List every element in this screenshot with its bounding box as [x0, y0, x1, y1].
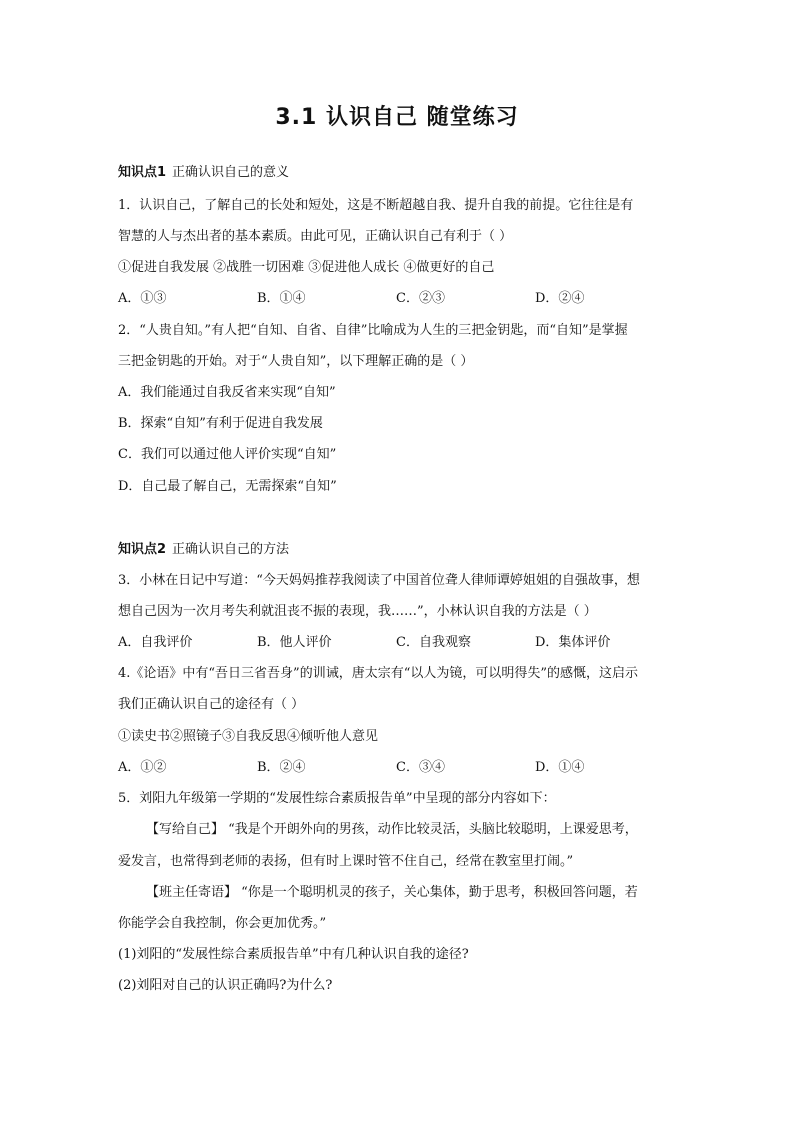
question-1-line-1: 1．认识自己，了解自己的长处和短处，这是不断超越自我、提升自我的前提。它往往是有	[118, 198, 634, 213]
q2-option-d: D．自己最了解自己，无需探索“自知”	[118, 479, 337, 494]
q5-sub-question-1: (1)刘阳的“发展性综合素质报告单”中有几种认识自我的途径?	[118, 947, 469, 962]
q5-self-comment-line-2: 爱发言，也常得到老师的表扬，但有时上课时管不住自己，经常在教室里打闹。”	[118, 854, 574, 869]
section-label: 知识点1	[118, 165, 167, 180]
q4-option-b: B．②④	[257, 760, 306, 775]
q5-teacher-comment-line-2: 你能学会自我控制，你会更加优秀。”	[118, 916, 327, 931]
q5-teacher-comment-line-1: 【班主任寄语】 “你是一个聪明机灵的孩子，关心集体，勤于思考，积极回答问题，若	[146, 885, 638, 900]
question-1-line-2: 智慧的人与杰出者的基本素质。由此可见，正确认识自己有利于（ ）	[118, 229, 513, 244]
section-heading-1	[118, 163, 289, 183]
section-title: 正确认识自己的意义	[172, 165, 290, 180]
section-title: 正确认识自己的方法	[172, 542, 290, 557]
q3-option-c: C．自我观察	[396, 635, 471, 650]
q5-self-comment-line-1: 【写给自己】 “我是个开朗外向的男孩，动作比较灵活，头脑比较聪明，上课爱思考，	[146, 822, 638, 837]
q3-option-d: D．集体评价	[535, 635, 611, 650]
question-2-line-2: 三把金钥匙的开始。对于“人贵自知”，以下理解正确的是（ ）	[118, 354, 474, 369]
q2-option-a: A．我们能通过自我反省来实现“自知”	[118, 385, 336, 400]
question-4-line-1: 4.《论语》中有“吾日三省吾身”的训诫，唐太宗有“以人为镜，可以明得失”的感慨，这启示	[118, 666, 638, 681]
q3-option-b: B．他人评价	[257, 635, 332, 650]
question-3-line-2: 想自己因为一次月考失利就沮丧不振的表现，我……”，小林认识自我的方法是（ ）	[118, 604, 597, 619]
section-heading-2	[118, 540, 289, 560]
q3-option-a: A．自我评价	[118, 635, 193, 650]
q1-option-d: D．②④	[535, 291, 585, 306]
question-4-items: ①读史书②照镜子③自我反思④倾听他人意见	[118, 729, 379, 744]
q2-option-b: B．探索“自知”有利于促进自我发展	[118, 416, 323, 431]
q4-option-a: A．①②	[118, 760, 167, 775]
section-label: 知识点2	[118, 542, 167, 557]
q4-option-d: D．①④	[535, 760, 585, 775]
question-1-items: ①促进自我发展 ②战胜一切困难 ③促进他人成长 ④做更好的自己	[118, 260, 495, 275]
question-3-line-1: 3．小林在日记中写道：“今天妈妈推荐我阅读了中国首位聋人律师谭婷姐姐的自强故事，想	[118, 573, 640, 588]
question-2-line-1: 2．“人贵自知。”有人把“自知、自省、自律”比喻成为人生的三把金钥匙，而“自知”是掌握	[118, 323, 628, 338]
question-5-intro: 5．刘阳九年级第一学期的“发展性综合素质报告单”中呈现的部分内容如下：	[118, 791, 556, 806]
q2-option-c: C．我们可以通过他人评价实现“自知”	[118, 447, 337, 462]
page-title: 3.1 认识自己 随堂练习	[275, 105, 519, 130]
q5-sub-question-2: (2)刘阳对自己的认识正确吗?为什么?	[118, 978, 333, 993]
q1-option-c: C．②③	[396, 291, 445, 306]
q1-option-b: B．①④	[257, 291, 306, 306]
q4-option-c: C．③④	[396, 760, 445, 775]
question-4-line-2: 我们正确认识自己的途径有（ ）	[118, 697, 305, 712]
q1-option-a: A．①③	[118, 291, 167, 306]
